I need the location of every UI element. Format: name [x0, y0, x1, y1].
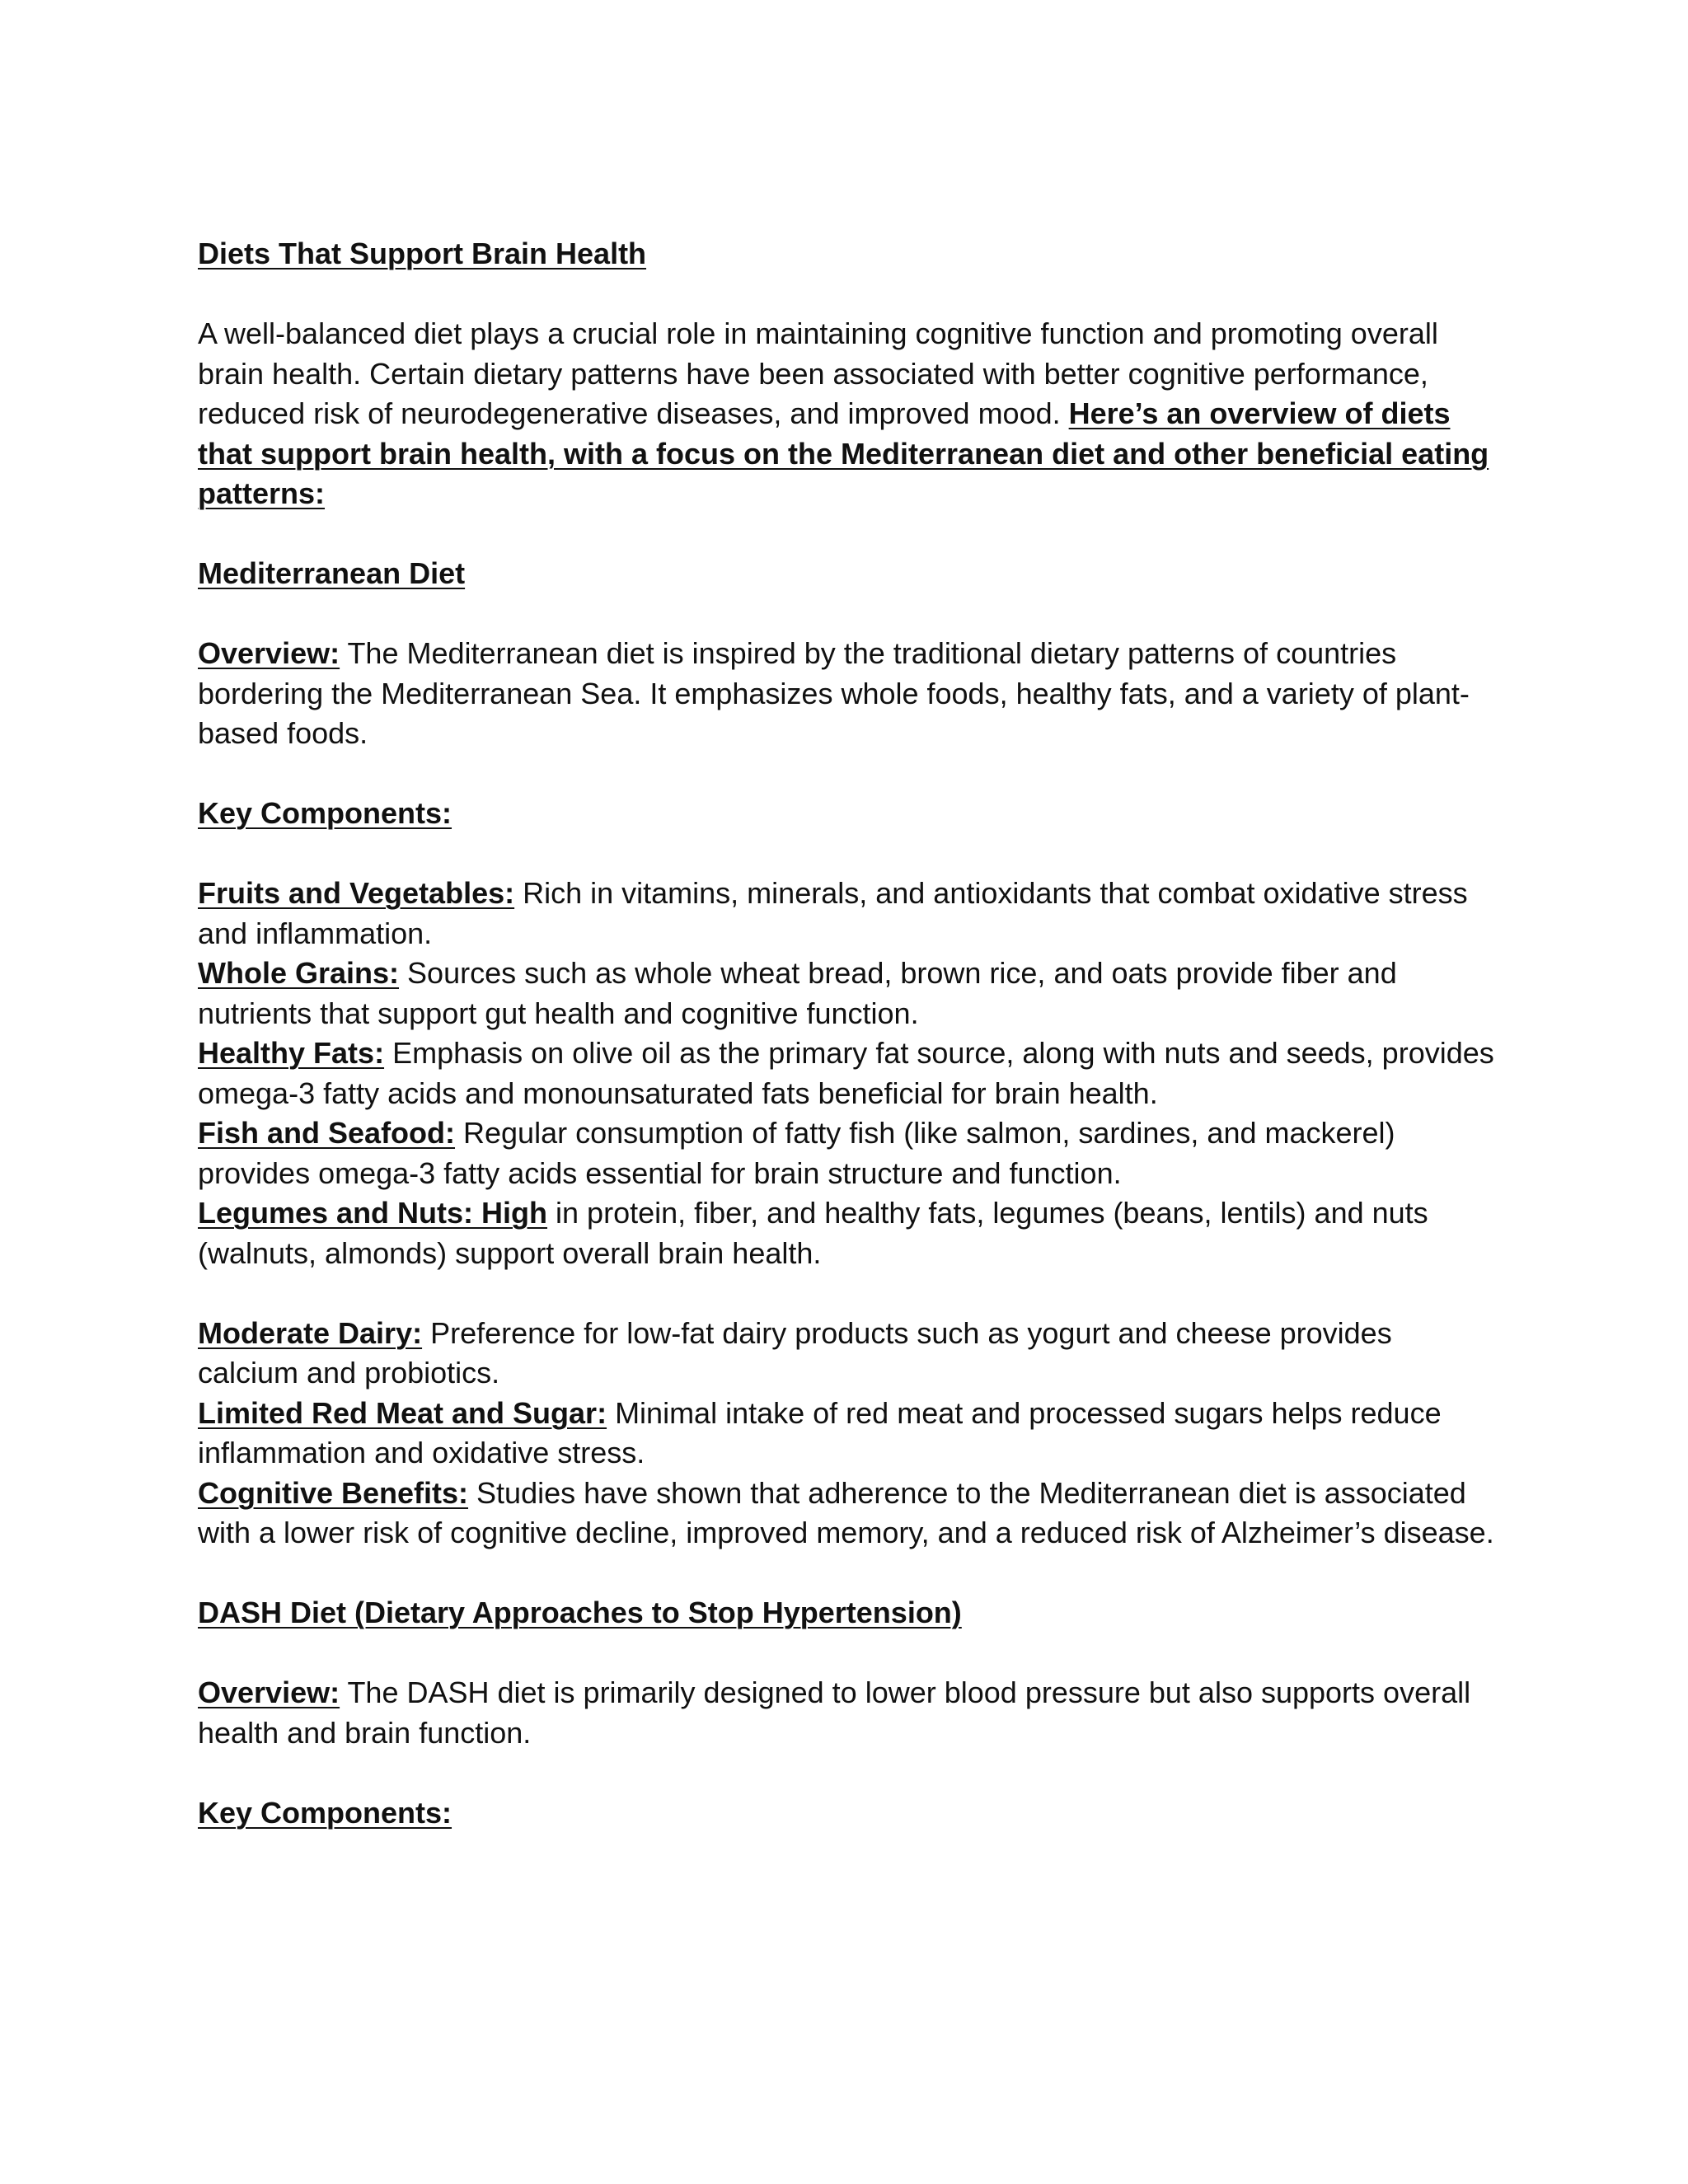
spacer: [198, 594, 1500, 635]
key-components-heading: [198, 794, 1500, 834]
component-item: [198, 1193, 1500, 1273]
overview-label: Overview:: [198, 636, 340, 670]
spacer: [198, 1633, 1500, 1674]
component-text: in protein, fiber, and healthy fats, legumes (beans, lentils) and nuts (walnuts, almonds) support overall brain health.: [198, 1196, 1428, 1270]
mediterranean-heading-text: Mediterranean Diet: [198, 556, 466, 590]
spacer: [198, 274, 1500, 315]
component-item: [198, 1394, 1500, 1474]
component-label: Limited Red Meat and Sugar:: [198, 1395, 607, 1430]
component-label: Whole Grains:: [198, 956, 400, 990]
intro-emphasis: Here’s an overview of diets that support brain health, with a focus on the Mediterranean diet and other beneficial eating patterns:: [198, 396, 1489, 510]
dash-heading-text: DASH Diet (Dietary Approaches to Stop Hypertension): [198, 1596, 962, 1629]
document-title: [198, 234, 1500, 274]
component-text: Studies have shown that adherence to the Mediterranean diet is associated with a lower risk of cognitive decline, improved memory, and a reduced risk of Alzheimer’s disease.: [198, 1475, 1494, 1549]
component-text: Rich in vitamins, minerals, and antioxidants that combat oxidative stress and inflammation.: [198, 876, 1468, 950]
dash-key-components-heading: [198, 1793, 1500, 1834]
dash-heading: [198, 1593, 1500, 1633]
spacer: [198, 834, 1500, 874]
overview-text: The DASH diet is primarily designed to lower blood pressure but also supports overall health and brain function.: [198, 1675, 1471, 1750]
component-item: [198, 1033, 1500, 1113]
key-components-heading-text: Key Components:: [198, 1795, 452, 1830]
overview-label: Overview:: [198, 1675, 340, 1709]
overview-text: The Mediterranean diet is inspired by the traditional dietary patterns of countries bordering the Mediterranean Sea. It emphasizes whole foods, healthy fats, and a variety of plant-based foods.: [198, 636, 1470, 750]
component-text: Regular consumption of fatty fish (like salmon, sardines, and mackerel) provides omega-3 fatty acids essential for brain structure and function.: [198, 1116, 1395, 1190]
component-text: Emphasis on olive oil as the primary fat source, along with nuts and seeds, provides omega-3 fatty acids and monounsaturated fats beneficial for brain health.: [198, 1036, 1494, 1110]
component-text: Sources such as whole wheat bread, brown rice, and oats provide fiber and nutrients that support gut health and cognitive function.: [198, 956, 1397, 1030]
component-label: Cognitive Benefits:: [198, 1475, 469, 1510]
spacer: [198, 754, 1500, 794]
component-item: [198, 874, 1500, 954]
component-item: [198, 1113, 1500, 1193]
dash-overview: [198, 1673, 1500, 1753]
spacer: [198, 1753, 1500, 1793]
spacer: [198, 514, 1500, 555]
document-page: [198, 234, 1500, 1833]
intro-text: A well-balanced diet plays a crucial role in maintaining cognitive function and promoting overall brain health. Certain dietary patterns have been associated with better cognitive performance, reduced risk of neurodegenerative diseases, and improved mood.: [198, 316, 1438, 430]
component-label: Legumes and Nuts: High: [198, 1196, 548, 1230]
component-item: [198, 954, 1500, 1033]
component-label: Healthy Fats:: [198, 1036, 385, 1070]
component-label: Fruits and Vegetables:: [198, 876, 515, 910]
mediterranean-heading: [198, 554, 1500, 594]
document-title-text: Diets That Support Brain Health: [198, 237, 647, 270]
component-text: Minimal intake of red meat and processed sugars helps reduce inflammation and oxidative stress.: [198, 1395, 1442, 1469]
component-label: Fish and Seafood:: [198, 1116, 456, 1150]
spacer: [198, 1273, 1500, 1314]
component-text: Preference for low-fat dairy products such as yogurt and cheese provides calcium and probiotics.: [198, 1315, 1392, 1390]
component-item: [198, 1314, 1500, 1394]
intro-paragraph: [198, 314, 1500, 514]
mediterranean-overview: [198, 634, 1500, 754]
component-item: [198, 1474, 1500, 1554]
spacer: [198, 1554, 1500, 1594]
key-components-heading-text: Key Components:: [198, 796, 452, 830]
component-label: Moderate Dairy:: [198, 1315, 423, 1350]
